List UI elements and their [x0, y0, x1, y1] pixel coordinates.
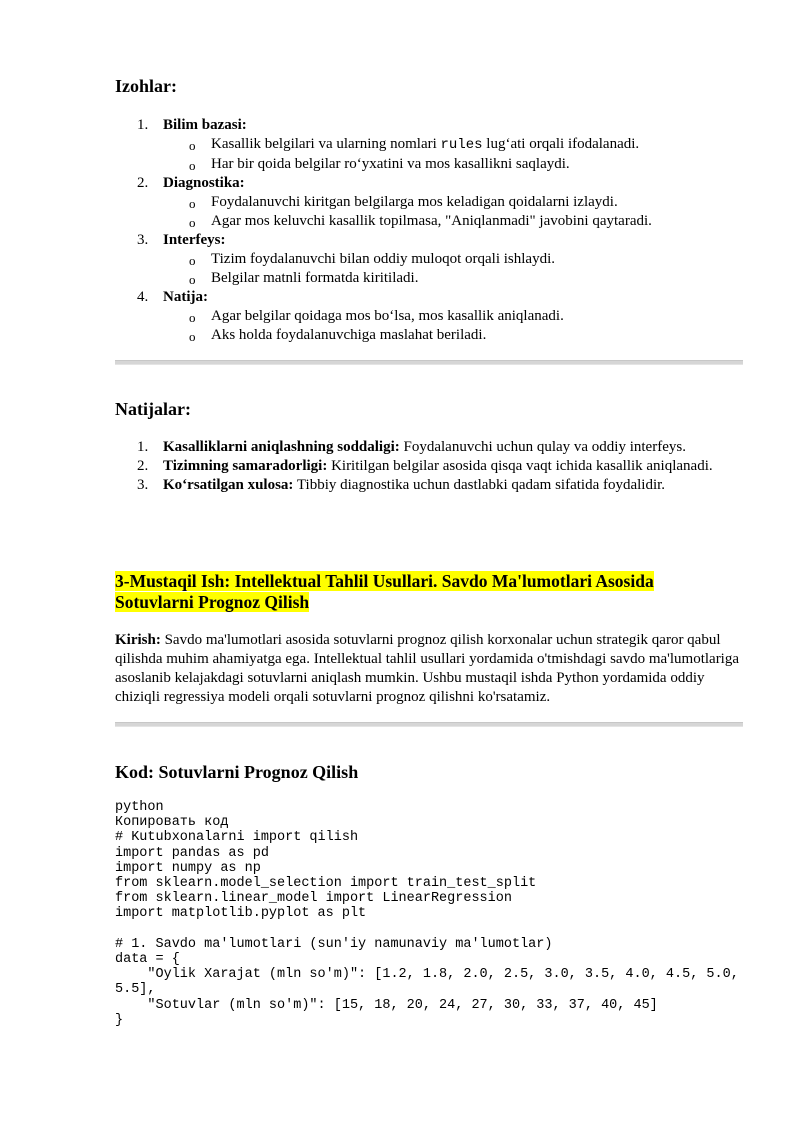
natijalar-item: [115, 438, 735, 457]
list-item-label: Diagnostika:: [163, 175, 245, 191]
izohlar-heading: Izohlar:: [115, 76, 177, 96]
intro-text: Savdo ma'lumotlari asosida sotuvlarni prognoz qilish korxonalar uchun strategik qaror qabul qilishda muhim ahamiyatga ega. Intellektual tahlil usullari yordamida o'tmishdagi savdo ma'lumotlariga asoslanib kelajakdagi sotuvlarni aniqlash mumkin. Ushbu mustaqil ishda Python yordamida oddiy chiziqli regressiya modeli orqali sotuvlarni prognoz qilishni ko'rsatamiz.: [115, 632, 740, 705]
circle-bullet-icon: o: [189, 310, 196, 325]
sub-list: [163, 250, 745, 288]
sub-list-item: o Aks holda foydalanuvchiga maslahat beriladi.: [189, 327, 487, 344]
sub-list-item: o Har bir qoida belgilar ro‘yxatini va mos kasallikni saqlaydi.: [189, 156, 570, 173]
list-number: 2.: [137, 458, 149, 474]
natijalar-item: [115, 457, 735, 476]
sub-list-item: o Belgilar matnli formatda kiritiladi.: [189, 270, 419, 287]
natijalar-heading: Natijalar:: [115, 399, 191, 419]
list-number: 1.: [137, 117, 149, 133]
circle-bullet-icon: o: [189, 253, 196, 268]
list-number: 2.: [137, 175, 149, 191]
sub-list: [163, 193, 745, 231]
circle-bullet-icon: o: [189, 215, 196, 230]
list-item-label: Kasalliklarni aniqlashning soddaligi:: [163, 439, 400, 455]
list-number: 3.: [137, 232, 149, 248]
circle-bullet-icon: o: [189, 329, 196, 344]
code-heading: Kod: Sotuvlarni Prognoz Qilish: [115, 762, 359, 782]
copy-code-button[interactable]: Копировать код: [115, 815, 229, 831]
list-number: 4.: [137, 289, 149, 305]
list-item-label: Ko‘rsatilgan xulosa:: [163, 477, 294, 493]
list-item-label: Tizimning samaradorligi:: [163, 458, 328, 474]
list-number: 1.: [137, 439, 149, 455]
list-number: 3.: [137, 477, 149, 493]
circle-bullet-icon: o: [189, 272, 196, 287]
code-block: [115, 800, 755, 1028]
sub-list-item: o Foydalanuvchi kiritgan belgilarga mos keladigan qoidalarni izlaydi.: [189, 194, 618, 211]
natijalar-item: [115, 476, 735, 495]
natijalar-list: [115, 438, 735, 495]
intro-paragraph: [115, 631, 745, 707]
list-item-label: Interfeys:: [163, 232, 226, 248]
sub-list-item: o Kasallik belgilari va ularning nomlari rules lug‘ati orqali ifodalanadi.: [189, 136, 640, 153]
izohlar-item: [115, 231, 745, 288]
izohlar-item: [115, 174, 745, 231]
izohlar-item: [115, 288, 745, 345]
izohlar-list: [115, 116, 745, 345]
list-item-label: Natija:: [163, 289, 208, 305]
sub-list-item: o Agar mos keluvchi kasallik topilmasa, "Aniqlanmadi" javobini qaytaradi.: [189, 213, 652, 230]
code-language-label: python: [115, 800, 164, 815]
section-title-line-2: Sotuvlarni Prognoz Qilish: [115, 592, 310, 612]
circle-bullet-icon: o: [189, 138, 196, 153]
list-item-text: Foydalanuvchi uchun qulay va oddiy interfeys.: [399, 439, 686, 455]
sub-list-item: o Tizim foydalanuvchi bilan oddiy muloqot orqali ishlaydi.: [189, 251, 555, 268]
intro-label: Kirish:: [115, 632, 161, 648]
sub-list: [163, 135, 745, 174]
section-title-line-1: 3-Mustaqil Ish: Intellektual Tahlil Usullari. Savdo Ma'lumotlari Asosida: [115, 571, 654, 591]
horizontal-divider: [115, 360, 743, 365]
list-item-label: Bilim bazasi:: [163, 117, 247, 133]
izohlar-item: [115, 116, 745, 174]
list-item-text: Kiritilgan belgilar asosida qisqa vaqt ichida kasallik aniqlanadi.: [327, 458, 713, 474]
circle-bullet-icon: o: [189, 196, 196, 211]
inline-code: rules: [440, 137, 483, 153]
sub-list: [163, 307, 745, 345]
code-content: # Kutubxonalarni import qilish import pandas as pd import numpy as np from sklearn.model_selection import train_test_split from sklearn.linear_model import LinearRegression import matplotlib.pyplot as plt # 1. Savdo ma'lumotlari (sun'iy namunaviy ma'lumotlar) data = { "Oylik Xarajat (mln so'm)": [1.2, 1.8, 2.0, 2.5, 3.0, 3.5, 4.0, 4.5, 5.0, 5.5], "Sotuvlar (mln so'm)": [15, 18, 20, 24, 27, 30, 33, 37, 40, 45] }: [115, 830, 739, 1028]
section-title-highlighted: [115, 571, 745, 613]
list-item-text: Tibbiy diagnostika uchun dastlabki qadam sifatida foydalidir.: [293, 477, 666, 493]
sub-list-item: o Agar belgilar qoidaga mos bo‘lsa, mos kasallik aniqlanadi.: [189, 308, 564, 325]
circle-bullet-icon: o: [189, 158, 196, 173]
horizontal-divider: [115, 722, 743, 727]
